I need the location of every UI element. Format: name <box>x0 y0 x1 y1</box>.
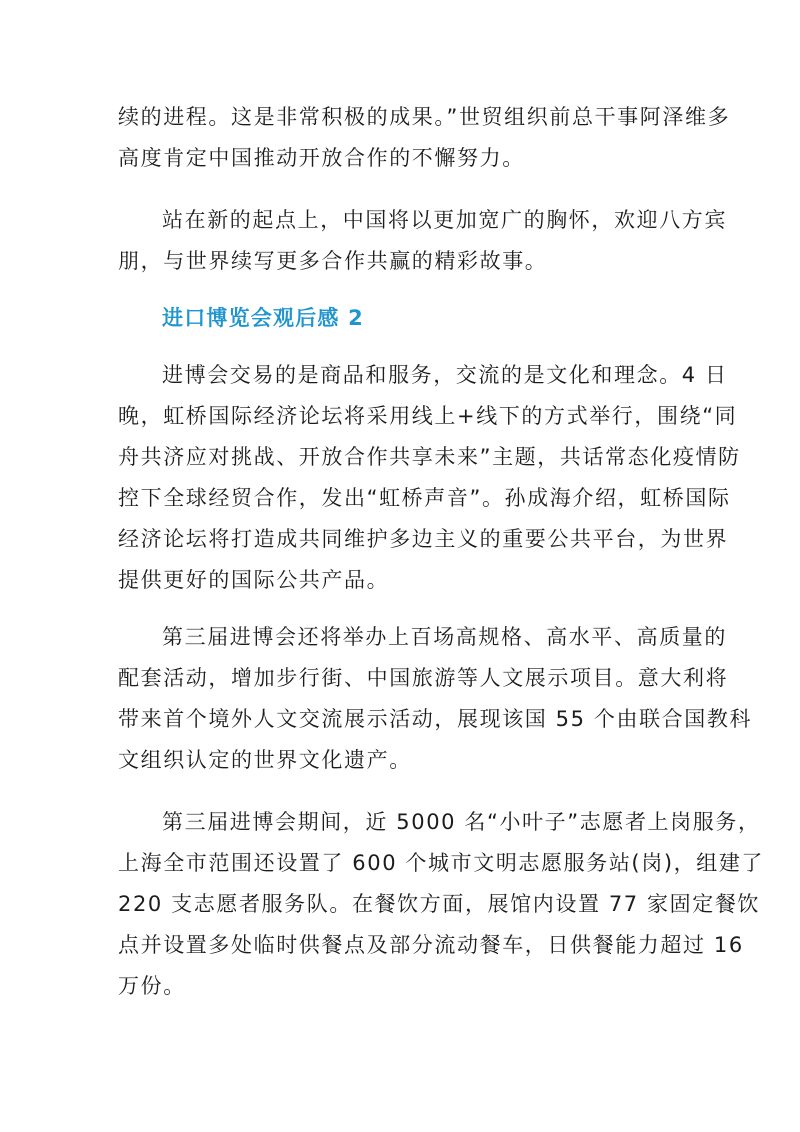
paragraph-line: 提供更好的国际公共产品。 <box>118 568 390 592</box>
section-heading: 进口博览会观后感 2 <box>162 306 364 330</box>
paragraph-line: 第三届进博会期间，近 5000 名“小叶子”志愿者上岗服务， <box>162 810 761 834</box>
paragraph-line: 经济论坛将打造成共同维护多边主义的重要公共平台，为世界 <box>118 527 729 551</box>
paragraph-line: 万份。 <box>118 974 186 998</box>
paragraph-line: 续的进程。这是非常积极的成果。”世贸组织前总干事阿泽维多 <box>118 105 731 129</box>
paragraph-line: 控下全球经贸合作，发出“虹桥声音”。孙成海介绍，虹桥国际 <box>118 486 731 510</box>
paragraph-line: 第三届进博会还将举办上百场高规格、高水平、高质量的 <box>162 625 727 649</box>
paragraph-line: 带来首个境外人文交流展示活动，展现该国 55 个由联合国教科 <box>118 707 753 731</box>
paragraph-line: 上海全市范围还设置了 600 个城市文明志愿服务站(岗)，组建了 <box>118 851 765 875</box>
paragraph-line: 配套活动，增加步行街、中国旅游等人文展示项目。意大利将 <box>118 666 729 690</box>
paragraph-line: 高度肯定中国推动开放合作的不懈努力。 <box>118 146 525 170</box>
paragraph-line: 文组织认定的世界文化遗产。 <box>118 748 412 772</box>
paragraph-line: 站在新的起点上，中国将以更加宽广的胸怀，欢迎八方宾 <box>162 208 727 232</box>
paragraph-line: 220 支志愿者服务队。在餐饮方面，展馆内设置 77 家固定餐饮 <box>118 892 761 916</box>
paragraph-line: 晚，虹桥国际经济论坛将采用线上+线下的方式举行，围绕“同 <box>118 404 738 428</box>
paragraph-line: 朋，与世界续写更多合作共赢的精彩故事。 <box>118 249 548 273</box>
paragraph-line: 进博会交易的是商品和服务，交流的是文化和理念。4 日 <box>162 363 728 387</box>
paragraph-line: 点并设置多处临时供餐点及部分流动餐车，日供餐能力超过 16 <box>118 933 744 957</box>
paragraph-line: 舟共济应对挑战、开放合作共享未来”主题，共话常态化疫情防 <box>118 445 741 469</box>
